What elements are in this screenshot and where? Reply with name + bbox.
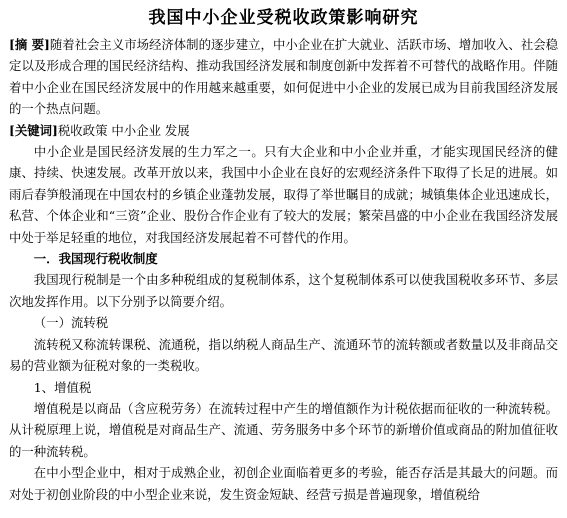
abstract-tag: [摘 要] [9, 37, 50, 52]
keywords-text: 税收政策 中小企业 发展 [57, 122, 190, 138]
keywords-tag: [关键词] [9, 122, 58, 138]
keywords-paragraph [9, 120, 558, 141]
document-title: 我国中小企业受税收政策影响研究 [148, 8, 419, 28]
intro-paragraph: 中小企业是国民经济发展的生力军之一。只有大企业和中小企业并重，才能实现国民经济的健康、持续、快速发展。改革开放以来，我国中小企业在良好的宏观经济条件下取得了长足的进展。如雨后春笋般涌现在中国农村的乡镇企业蓬勃发展，取得了举世瞩目的成就；城镇集体企业迅速成长，私营、个体企业和“三资”企业、股份合作企业有了较大的发展；繁荣昌盛的中小企业在我国经济发展中处于举足轻重的地位，对我国经济发展起着不可替代的作用。 [9, 144, 558, 245]
section-body-paragraph: 我国现行税制是一个由多种税组成的复税制体系，这个复税制体系可以使我国税收多环节、多层次地发挥作用。以下分别予以简要介绍。 [9, 272, 558, 309]
item-body-paragraph-2: 在中小型企业中，相对于成熟企业，初创企业面临着更多的考验，能否存活是其最大的问题。而对处于初创业阶段的中小型企业来说，发生资金短缺、经营亏损是普遍现象，增值税给 [9, 465, 558, 502]
abstract-paragraph [9, 34, 558, 120]
item-body-paragraph: 增值税是以商品（含应税劳务）在流转过程中产生的增值额作为计税依据而征收的一种流转税。从计税原理上说，增值税是对商品生产、流通、劳务服务中多个环节的新增价值或商品的附加值征收的一种流转税。 [9, 400, 558, 459]
subsection-body-paragraph: 流转税又称流转课税、流通税，指以纳税人商品生产、流通环节的流转额或者数量以及非商品交易的营业额为征税对象的一类税收。 [9, 336, 558, 374]
abstract-text: 随着社会主义市场经济体制的逐步建立，中小企业在扩大就业、活跃市场、增加收入、社会稳定以及形成合理的国民经济结构、推动我国经济发展和制度创新中发挥着不可替代的战略作用。伴随着中小企业在国民经济发展中的作用越来越重要，如何促进中小企业的发展已成为目前我国经济发展的一个热点问题。 [9, 37, 559, 117]
subsection-heading: （一）流转税 [33, 315, 109, 331]
section-heading: 一．我国现行税收制度 [33, 251, 158, 267]
item-heading: 1、增值税 [33, 379, 92, 395]
